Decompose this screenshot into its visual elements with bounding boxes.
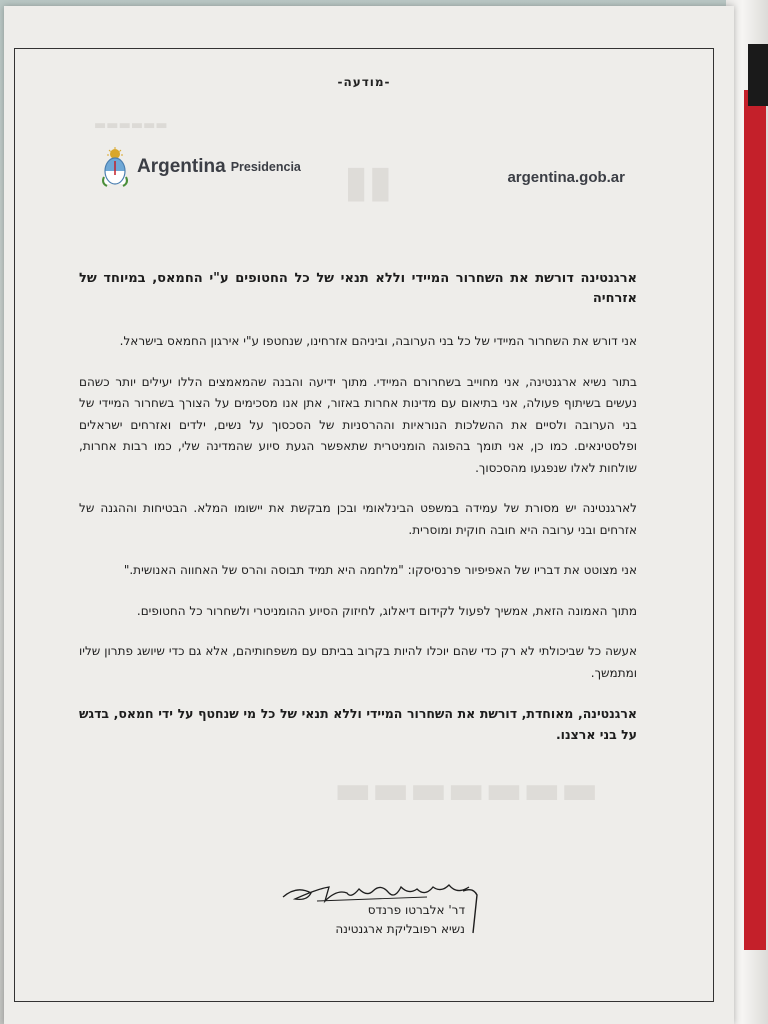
letter-headline: ארגנטינה דורשת את השחרור המיידי וללא תנאי של כל החטופים ע"י החמאס, במיוחד של אזרחיה [79, 271, 637, 306]
signatory-name: דר' אלברטו פרנדס [367, 903, 465, 917]
letter-paragraph: אני דורש את השחרור המיידי של כל בני הערובה, וביניהם אזרחינו, שנחטפו ע"י אירגון החמאס בישראל. [119, 334, 637, 348]
letter-paragraph: אני מצוטט את דבריו של האפיפיור פרנסיסקו: "מלחמה היא תמיד תבוסה והרס של האחווה האנושית." [123, 563, 637, 577]
letter-paragraph: אעשה כל שביכולתי לא רק כדי שהם יוכלו להיות בקרוב בביתם עם משפחותיהם, אלא גם כדי שיושג פתרון שליו ומתמשך. [79, 644, 637, 680]
letter-paragraph: בתור נשיא ארגנטינה, אני מחוייב בשחרורם המיידי. מתוך ידיעה והבנה שהמאמצים הללו יעילים יותר כשהם נעשים בשיתוף פעולה, אני בתיאום עם מדינות אחרות באזור, אתן אנו מסכימים על הצורך בשחרור המיידי של בני הערובה ולסיים את ההשלכות הנוראיות וההרסניות של הסכסוך על נשים, ילדים ואזרחים ישראלים ופלסטינאים. כמו כן, אני תומך בהפוגה הומניטרית שתאפשר הגעת סיוע שהמדינה שלי, כמו רבות אחרות, שולחות לאלו שנפגעו מהסכסוך. [79, 374, 637, 475]
coat-of-arms-icon [101, 147, 129, 187]
letter-paragraph: מתוך האמונה הזאת, אמשיך לפעול לקידום דיאלוג, לחיזוק הסיוע ההומניטרי ולשחרור כל החטופים. [136, 603, 637, 618]
argentina-presidencia-logo [101, 147, 301, 187]
letter-closing: ארגנטינה, מאוחדת, דורשת את השחרור המיידי וללא תנאי של כל מי שנחטף על ידי חמאס, בדגש על בני ארצנו. [79, 706, 637, 742]
newspaper-page [4, 6, 734, 1024]
adjacent-page-black-strip [748, 44, 768, 106]
website-url: argentina.gob.ar [507, 169, 625, 186]
advertisement-frame [14, 48, 714, 1002]
logo-brand-text: Argentina [137, 156, 226, 177]
signatory-title: נשיא רפובליקת ארגנטינה [335, 922, 465, 936]
letter-body [79, 269, 637, 745]
logo-sub-text: Presidencia [230, 160, 301, 174]
show-through-text: ▬▬▬▬▬▬ [94, 118, 168, 133]
adjacent-page-red-strip [744, 90, 766, 950]
letter-paragraph: לארגנטינה יש מסורת של עמידה במשפט הבינלאומי ובכן מבקשת את יישומו המלא. הבטיחות וההגנה של אזרחים ובני ערובה היא חובה חוקית ומוסרית. [79, 501, 637, 537]
show-through-numeral: ▮▮ [344, 156, 393, 207]
advertisement-notice: -מודעה- [337, 75, 391, 89]
signatory-block [315, 901, 465, 939]
show-through-headline: ▬▬▬▬▬▬▬ [334, 766, 599, 813]
